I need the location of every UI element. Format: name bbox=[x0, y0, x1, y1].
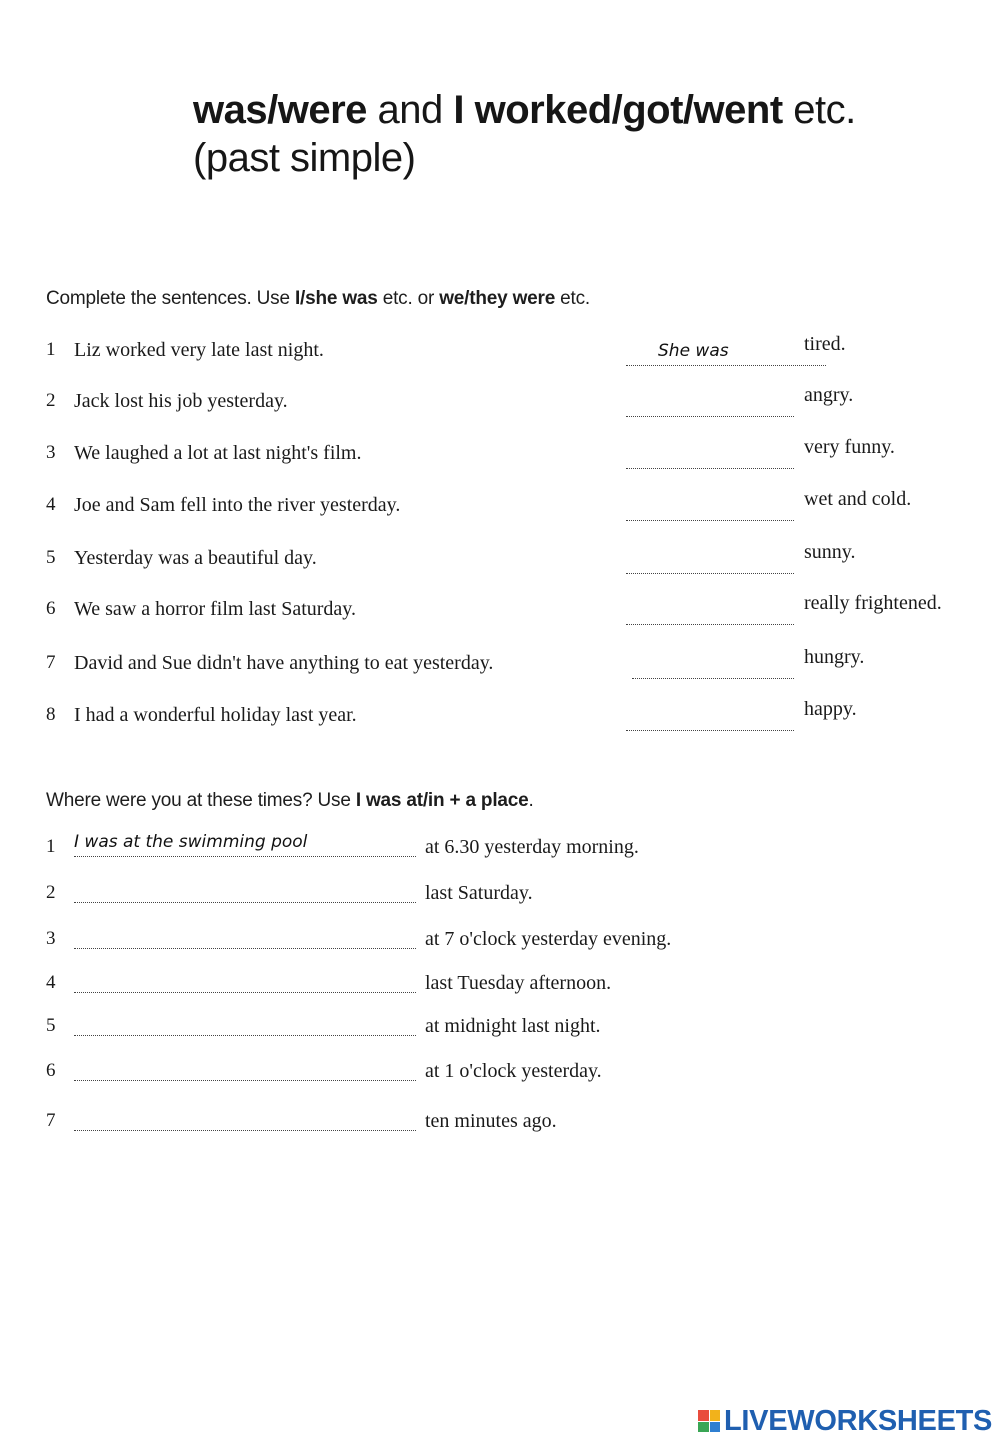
liveworksheets-logo-icon bbox=[698, 1410, 720, 1432]
item-number: 8 bbox=[46, 704, 56, 725]
item-sentence: Yesterday was a beautiful day. bbox=[74, 547, 317, 569]
answer-blank[interactable] bbox=[74, 878, 416, 903]
item-number: 7 bbox=[46, 1110, 56, 1131]
answer-blank[interactable]: She was bbox=[626, 341, 826, 366]
section1-item bbox=[0, 333, 1000, 375]
section2-instruction-bold: I was at/in + a place bbox=[355, 790, 529, 811]
item-ending: sunny. bbox=[804, 541, 856, 563]
item-sentence: Joe and Sam fell into the river yesterday. bbox=[74, 494, 401, 516]
item-number: 6 bbox=[46, 1060, 56, 1081]
item-number: 1 bbox=[46, 339, 56, 360]
item-ending: happy. bbox=[804, 698, 857, 720]
answer-blank[interactable] bbox=[626, 706, 794, 731]
item-sentence: I had a wonderful holiday last year. bbox=[74, 704, 357, 726]
liveworksheets-logo[interactable] bbox=[698, 1405, 992, 1437]
item-sentence: Jack lost his job yesterday. bbox=[74, 390, 288, 412]
item-ending: at 1 o'clock yesterday. bbox=[425, 1060, 602, 1082]
item-sentence: Liz worked very late last night. bbox=[74, 339, 324, 361]
section2-item bbox=[0, 928, 1000, 964]
answer-blank[interactable] bbox=[626, 549, 794, 574]
item-ending: angry. bbox=[804, 384, 854, 406]
answer-blank[interactable] bbox=[74, 1011, 416, 1036]
answer-blank[interactable] bbox=[632, 654, 794, 679]
section1-instruction-prefix: Complete the sentences. Use bbox=[46, 288, 295, 309]
section1-item bbox=[0, 698, 1000, 740]
answer-blank[interactable] bbox=[74, 1106, 416, 1131]
section1-item bbox=[0, 646, 1000, 688]
section2-item bbox=[0, 832, 1000, 872]
section1-item bbox=[0, 488, 1000, 530]
title-part3: I worked/got/went bbox=[453, 88, 783, 132]
item-number: 4 bbox=[46, 494, 56, 515]
section1-instruction-mid: etc. or bbox=[377, 288, 440, 309]
item-ending: hungry. bbox=[804, 646, 865, 668]
answer-blank[interactable] bbox=[626, 600, 794, 625]
item-number: 1 bbox=[46, 836, 56, 857]
section1-instruction-suffix: etc. bbox=[555, 288, 590, 309]
section1-item bbox=[0, 541, 1000, 583]
section2-instruction bbox=[46, 790, 534, 812]
section2-item bbox=[0, 1015, 1000, 1051]
item-number: 2 bbox=[46, 390, 56, 411]
answer-blank[interactable] bbox=[626, 496, 794, 521]
section2-item bbox=[0, 882, 1000, 918]
section2-item bbox=[0, 1110, 1000, 1146]
answer-blank[interactable] bbox=[74, 1056, 416, 1081]
item-number: 4 bbox=[46, 972, 56, 993]
section1-item bbox=[0, 592, 1000, 634]
item-sentence: We saw a horror film last Saturday. bbox=[74, 598, 357, 620]
item-number: 3 bbox=[46, 442, 56, 463]
section2-item bbox=[0, 1060, 1000, 1096]
item-sentence: We laughed a lot at last night's film. bbox=[74, 442, 362, 464]
item-sentence: David and Sue didn't have anything to eat yesterday. bbox=[74, 652, 494, 674]
item-ending: tired. bbox=[804, 333, 846, 355]
title-part1: was/were bbox=[193, 88, 367, 132]
item-number: 3 bbox=[46, 928, 56, 949]
item-number: 5 bbox=[46, 547, 56, 568]
worksheet-title bbox=[193, 86, 856, 182]
item-number: 2 bbox=[46, 882, 56, 903]
title-part2: and bbox=[366, 88, 454, 132]
title-subtitle: (past simple) bbox=[193, 136, 416, 180]
item-number: 7 bbox=[46, 652, 56, 673]
answer-blank[interactable] bbox=[74, 924, 416, 949]
section1-instruction-bold2: we/they were bbox=[439, 288, 556, 309]
section2-instruction-prefix: Where were you at these times? Use bbox=[46, 790, 356, 811]
section2-item bbox=[0, 972, 1000, 1008]
item-number: 5 bbox=[46, 1015, 56, 1036]
answer-blank[interactable]: I was at the swimming pool bbox=[74, 832, 416, 857]
section1-item bbox=[0, 384, 1000, 426]
section2-instruction-suffix: . bbox=[528, 790, 534, 811]
item-ending: at 7 o'clock yesterday evening. bbox=[425, 928, 672, 950]
item-ending: wet and cold. bbox=[804, 488, 912, 510]
item-ending: at 6.30 yesterday morning. bbox=[425, 836, 639, 858]
item-ending: very funny. bbox=[804, 436, 895, 458]
section1-instruction-bold1: I/she was bbox=[294, 288, 378, 309]
item-ending: last Saturday. bbox=[425, 882, 533, 904]
title-part4: etc. bbox=[782, 88, 856, 132]
answer-blank[interactable] bbox=[74, 968, 416, 993]
section1-instruction bbox=[46, 288, 590, 310]
item-ending: ten minutes ago. bbox=[425, 1110, 557, 1132]
section1-item bbox=[0, 436, 1000, 478]
item-number: 6 bbox=[46, 598, 56, 619]
answer-blank[interactable] bbox=[626, 392, 794, 417]
item-ending: really frightened. bbox=[804, 592, 942, 614]
answer-blank[interactable] bbox=[626, 444, 794, 469]
item-ending: at midnight last night. bbox=[425, 1015, 601, 1037]
item-ending: last Tuesday afternoon. bbox=[425, 972, 612, 994]
liveworksheets-logo-text: LIVEWORKSHEETS bbox=[724, 1404, 993, 1437]
